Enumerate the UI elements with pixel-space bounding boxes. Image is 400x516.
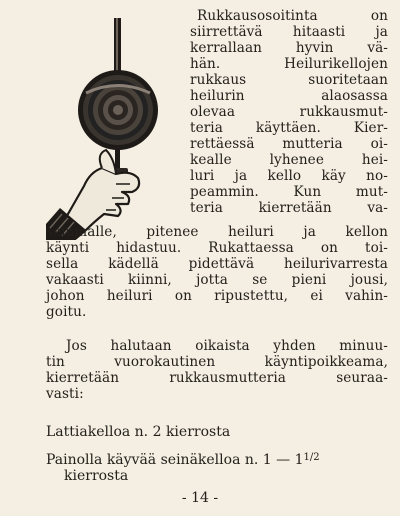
text-line: sella kädellä pidettävä heilurivarresta	[46, 256, 388, 272]
text-line: vasti:	[46, 386, 84, 402]
text-line: johon heiluri on ripustettu, ei vahin-	[46, 288, 388, 304]
text-line: luri ja kello käy no-	[190, 168, 388, 184]
text-line: rettäessä mutteria oi-	[190, 136, 388, 152]
text-line: kealle lyhenee hei-	[190, 152, 388, 168]
text-line: vakaasti kiinni, jotta se pieni jousi,	[46, 272, 388, 288]
text-line: Jos halutaan oikaista yhden minuu-	[66, 338, 388, 354]
text-line: teria käyttäen. Kier-	[190, 120, 388, 136]
text-line: tin vuorokautinen käyntipoikkeama,	[46, 354, 388, 370]
text-line: kierretään rukkausmutteria seuraa-	[46, 370, 388, 386]
fraction-half: 1/2	[303, 452, 320, 463]
text-line: käynti hidastuu. Rukattaessa on toi-	[46, 240, 388, 256]
text-line: rukkaus suoritetaan	[190, 72, 388, 88]
text-line: teria kierretään va-	[190, 200, 388, 216]
text-line: Rukkausosoitinta on	[197, 8, 388, 24]
text-line: siirrettävä hitaasti ja	[190, 24, 388, 40]
text-line: hän. Heilurikellojen	[190, 56, 388, 72]
wall-clock-rate-continuation: kierrosta	[64, 468, 129, 484]
wall-clock-rate-text: Painolla käyvää seinäkelloa n. 1 — 1	[46, 452, 304, 468]
text-line: peammin. Kun mut-	[190, 184, 388, 200]
text-line: olevaa rukkausmut-	[190, 104, 388, 120]
page-number: - 14 -	[181, 490, 219, 506]
text-line: semmalle, pitenee heiluri ja kellon	[46, 224, 388, 240]
text-line: heilurin alaosassa	[190, 88, 388, 104]
pendulum-hand-illustration	[46, 18, 194, 240]
text-line: kerrallaan hyvin vä-	[190, 40, 388, 56]
pendulum-bob-icon	[78, 70, 158, 150]
floor-clock-rate: Lattiakelloa n. 2 kierrosta	[46, 424, 231, 440]
text-line: goitu.	[46, 304, 87, 320]
